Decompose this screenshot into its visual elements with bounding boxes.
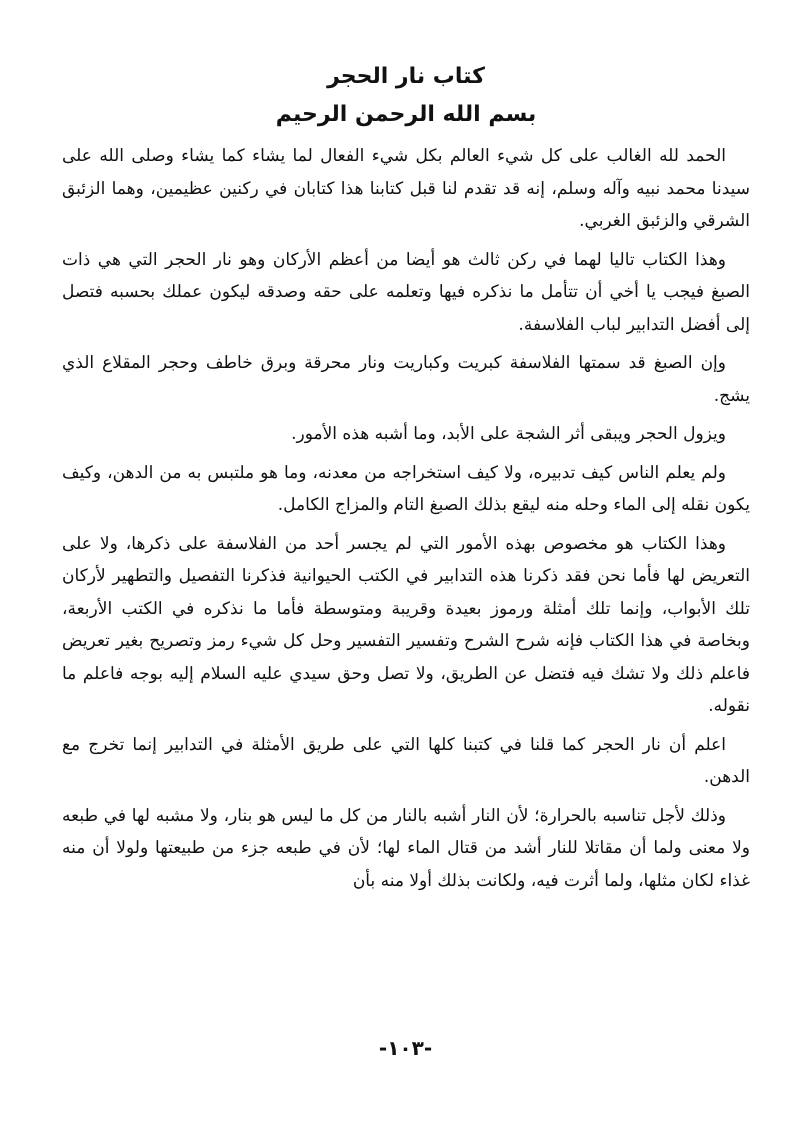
- basmala-heading: بسم الله الرحمن الرحيم: [275, 102, 537, 127]
- paragraph: وذلك لأجل تناسبه بالحرارة؛ لأن النار أشبه بالنار من كل ما ليس هو بنار، ولا مشبه لها في طبعه ولا معنى ولما أن مقاتلا للنار أشد من قتال الماء لها؛ لأن في طبعه جزء من طبيعتها ولولا أن منه غذاء لكان مثلها، ولما أثرت فيه، ولكانت بذلك أولا منه بأن: [62, 805, 750, 891]
- page-number: -١٠٣-: [378, 1036, 433, 1060]
- paragraph: ولم يعلم الناس كيف تدبيره، ولا كيف استخراجه من معدنه، وما هو ملتبس به من الدهن، وكيف يكون نقله إلى الماء وحله منه ليقع بذلك الصبغ التام والمزاج الكامل.: [62, 462, 750, 515]
- book-title: كتاب نار الحجر: [327, 64, 485, 89]
- document-page: [62, 60, 750, 1110]
- paragraph: ويزول الحجر ويبقى أثر الشجة على الأبد، وما أشبه هذه الأمور.: [291, 424, 726, 444]
- paragraph: الحمد لله الغالب على كل شيء العالم بكل شيء الفعال لما يشاء كما يشاء وصلى الله على سيدنا محمد نبيه وآله وسلم، إنه قد تقدم لنا قبل كتابنا هذا كتابان في ركنين عظيمين، وهما الزئبق الشرقي والزئبق الغربي.: [62, 146, 750, 231]
- paragraph: اعلم أن نار الحجر كما قلنا في كتبنا كلها التي على طريق الأمثلة في التدابير إنما تخرج مع الدهن.: [62, 734, 750, 787]
- document-body: [62, 140, 750, 897]
- paragraph: وإن الصبغ قد سمتها الفلاسفة كبريت وكباريت ونار محرقة وبرق خاطف وحجر المقلاع الذي يشج.: [62, 353, 750, 406]
- paragraph: وهذا الكتاب هو مخصوص بهذه الأمور التي لم يجسر أحد من الفلاسفة على ذكرها، ولا على التعريض لها فأما نحن فقد ذكرنا هذه التدابير في الكتب الحيوانية فذكرنا التفصيل والتطهير لأركان تلك الأبواب، وإنما تلك أمثلة ورموز بعيدة وقريبة ومتوسطة فأما ما نذكره في الكتب الأربعة، وبخاصة في هذا الكتاب فإنه شرح الشرح وتفسير التفسير وحل كل شيء رمز وتصريح بغير تعريض فاعلم ذلك ولا تشك فيه فتضل عن الطريق، ولا تصل وحق سيدي عليه السلام إليه بوجه فاعلم ما نقوله.: [62, 533, 750, 716]
- paragraph: وهذا الكتاب تاليا لهما في ركن ثالث هو أيضا من أعظم الأركان وهو نار الحجر التي هي ذات الصبغ فيجب يا أخي أن تتأمل ما نذكره فيها وتعلمه على حقه وصدقه ليكون عملك بحسبه فتصل إلى أفضل التدابير لباب الفلاسفة.: [62, 249, 750, 335]
